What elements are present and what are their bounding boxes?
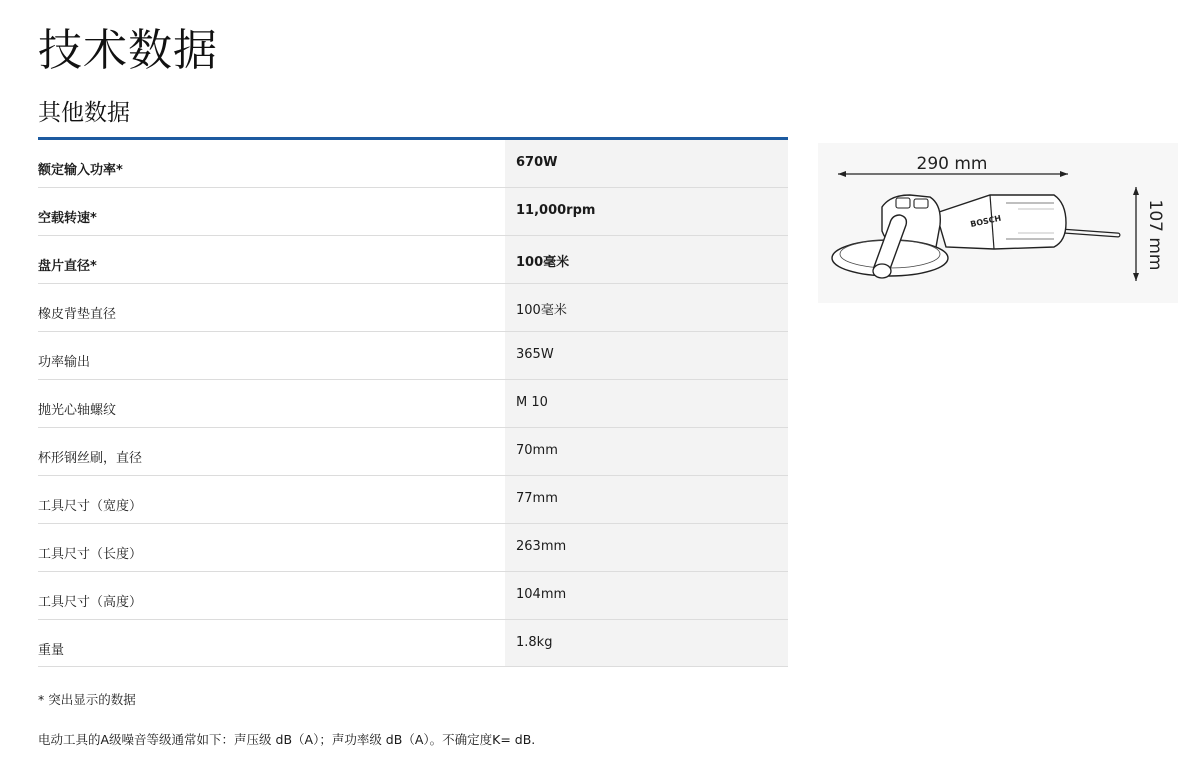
table-row — [38, 524, 788, 572]
tool-dimension-drawing — [818, 143, 1178, 303]
brand-label: BOSCH — [969, 213, 1002, 229]
spec-label: 功率输出 — [38, 355, 91, 370]
length-dimension-label: 290 mm — [916, 154, 988, 174]
spec-value: 100毫米 — [505, 284, 788, 331]
spec-label: 重量 — [38, 643, 65, 658]
spec-value: 77mm — [505, 476, 788, 523]
spec-value: 70mm — [505, 428, 788, 475]
spec-value: 11,000rpm — [505, 188, 788, 235]
table-row — [38, 284, 788, 332]
table-row — [38, 140, 788, 188]
table-row — [38, 188, 788, 236]
table-row — [38, 572, 788, 620]
spec-label: 额定输入功率* — [38, 163, 123, 178]
noise-level-note: 电动工具的A级噪音等级通常如下：声压级 dB（A）；声功率级 dB（A）。不确定度K= dB. — [38, 732, 536, 747]
spec-label: 空载转速* — [38, 211, 97, 226]
spec-label: 橡皮背垫直径 — [38, 307, 117, 322]
table-row — [38, 380, 788, 428]
spec-value: 104mm — [505, 572, 788, 619]
specs-table — [38, 137, 788, 667]
table-row — [38, 236, 788, 284]
spec-label: 盘片直径* — [38, 259, 97, 274]
spec-label: 工具尺寸（宽度） — [38, 499, 143, 514]
spec-value: 365W — [505, 332, 788, 379]
highlight-footnote: * 突出显示的数据 — [38, 692, 136, 707]
table-row — [38, 428, 788, 476]
spec-label: 工具尺寸（长度） — [38, 547, 143, 562]
spec-label: 杯形钢丝刷，直径 — [38, 451, 143, 466]
table-row — [38, 476, 788, 524]
spec-value: M 10 — [505, 380, 788, 427]
spec-value: 100毫米 — [505, 236, 788, 283]
table-row — [38, 620, 788, 667]
spec-value: 263mm — [505, 524, 788, 571]
spec-value: 1.8kg — [505, 620, 788, 666]
spec-label: 抛光心轴螺纹 — [38, 403, 117, 418]
angle-grinder-icon — [818, 143, 1178, 303]
spec-label: 工具尺寸（高度） — [38, 595, 143, 610]
table-row — [38, 332, 788, 380]
section-title: 其他数据 — [38, 100, 130, 126]
page-title: 技术数据 — [38, 25, 218, 76]
spec-value: 670W — [505, 140, 788, 187]
height-dimension-label: 107 mm — [1145, 199, 1165, 271]
